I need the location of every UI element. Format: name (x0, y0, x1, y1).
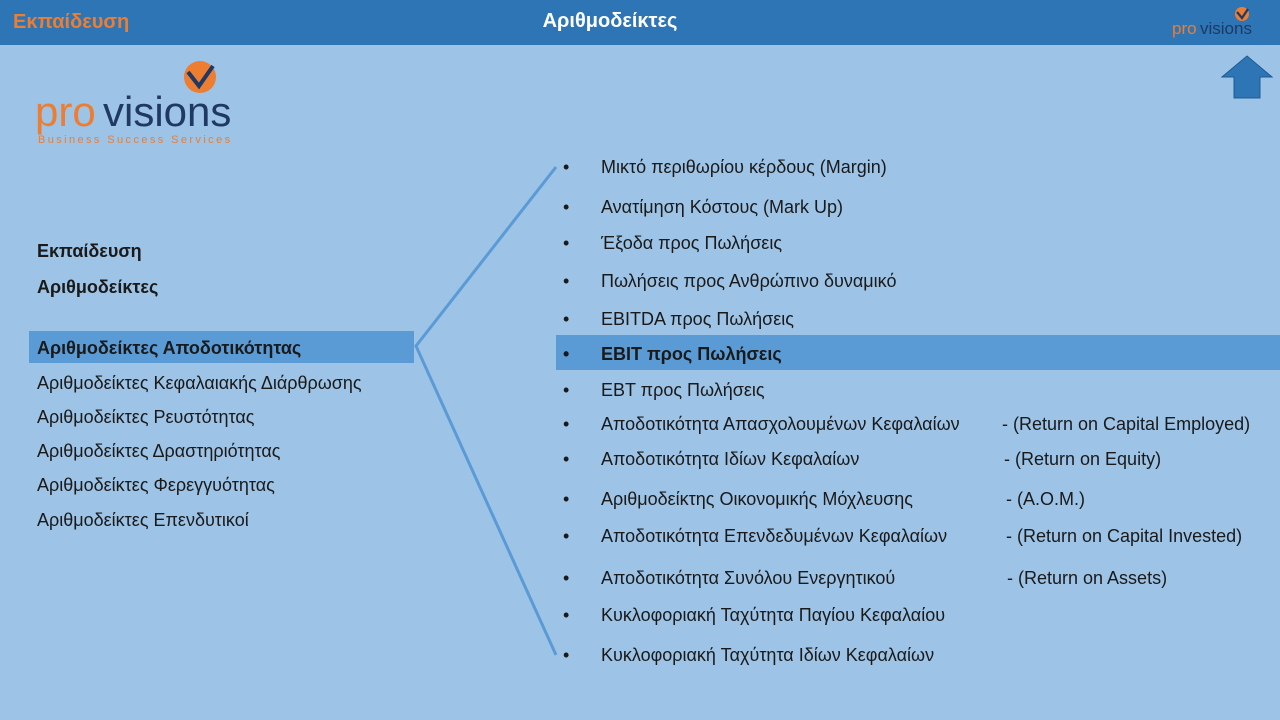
sidebar-item-activity[interactable]: Αριθμοδείκτες Δραστηριότητας (37, 441, 281, 461)
ratio-suffix: - (Return on Capital Employed) (1002, 414, 1251, 434)
ratio-label: Κυκλοφοριακή Ταχύτητα Παγίου Κεφαλαίου (601, 605, 946, 625)
bullet-icon: • (563, 605, 570, 625)
ratio-suffix: - (Return on Assets) (1007, 568, 1168, 588)
up-arrow-icon[interactable] (1221, 55, 1273, 99)
bullet-icon: • (563, 197, 570, 217)
ratio-label: Έξοδα προς Πωλήσεις (601, 233, 783, 253)
logo-tagline: Business Success Services (38, 134, 233, 146)
bullet-icon: • (563, 526, 570, 546)
ratio-label: Αποδοτικότητα Απασχολουμένων Κεφαλαίων (601, 414, 960, 434)
ratio-label: Μικτό περιθωρίου κέρδους (Margin) (601, 157, 887, 177)
page-title: Αριθμοδείκτες (542, 10, 678, 32)
bullet-icon: • (563, 568, 570, 588)
logo-text-pro: pro (35, 88, 96, 135)
ratio-label: Ανατίμηση Κόστους (Mark Up) (601, 197, 843, 217)
nav-breadcrumb-training[interactable]: Εκπαίδευση (37, 241, 142, 261)
bracket-connector (410, 160, 570, 660)
header-logo (1170, 4, 1274, 40)
ratio-label: EBITDA προς Πωλήσεις (601, 309, 794, 329)
bullet-icon: • (563, 414, 570, 434)
ratio-label: EBT προς Πωλήσεις (601, 380, 765, 400)
bullet-icon: • (563, 157, 570, 177)
bullet-icon: • (563, 271, 570, 291)
ratio-suffix: - (Α.Ο.Μ.) (1006, 489, 1085, 509)
ratio-label: Αποδοτικότητα Συνόλου Ενεργητικού (601, 568, 896, 588)
ratio-label: Αποδοτικότητα Ιδίων Κεφαλαίων (601, 449, 860, 469)
ratio-label: EBIT προς Πωλήσεις (601, 344, 782, 364)
bullet-icon: • (563, 449, 570, 469)
header-breadcrumb-link[interactable]: Εκπαίδευση (13, 11, 130, 33)
bullet-icon: • (563, 344, 570, 364)
sidebar-item-profitability[interactable]: Αριθμοδείκτες Αποδοτικότητας (37, 338, 302, 358)
logo-text-visions: visions (103, 88, 232, 135)
ratio-suffix: - (Return on Equity) (1004, 449, 1162, 469)
bullet-icon: • (563, 645, 570, 665)
bullet-icon: • (563, 309, 570, 329)
ratio-label: Κυκλοφοριακή Ταχύτητα Ιδίων Κεφαλαίων (601, 645, 935, 665)
header-bar (0, 0, 1280, 45)
ratio-label: Πωλήσεις προς Ανθρώπινο δυναμικό (601, 271, 897, 291)
ratio-suffix: - (Return on Capital Invested) (1006, 526, 1243, 546)
sidebar-item-investment[interactable]: Αριθμοδείκτες Επενδυτικοί (37, 510, 249, 530)
ratio-label: Αριθμοδείκτης Οικονομικής Μόχλευσης (601, 489, 913, 509)
nav-breadcrumb-ratios[interactable]: Αριθμοδείκτες (37, 277, 159, 297)
bullet-icon: • (563, 380, 570, 400)
sidebar-item-solvency[interactable]: Αριθμοδείκτες Φερεγγυότητας (37, 475, 275, 495)
header-logo-visions: visions (1200, 19, 1252, 38)
header-logo-pro: pro (1172, 19, 1197, 38)
sidebar-item-liquidity[interactable]: Αριθμοδείκτες Ρευστότητας (37, 407, 255, 427)
bullet-icon: • (563, 233, 570, 253)
main-logo (30, 58, 280, 153)
sidebar-item-capital-structure[interactable]: Αριθμοδείκτες Κεφαλαιακής Διάρθρωσης (37, 373, 362, 393)
ratio-label: Αποδοτικότητα Επενδεδυμένων Κεφαλαίων (601, 526, 948, 546)
bullet-icon: • (563, 489, 570, 509)
